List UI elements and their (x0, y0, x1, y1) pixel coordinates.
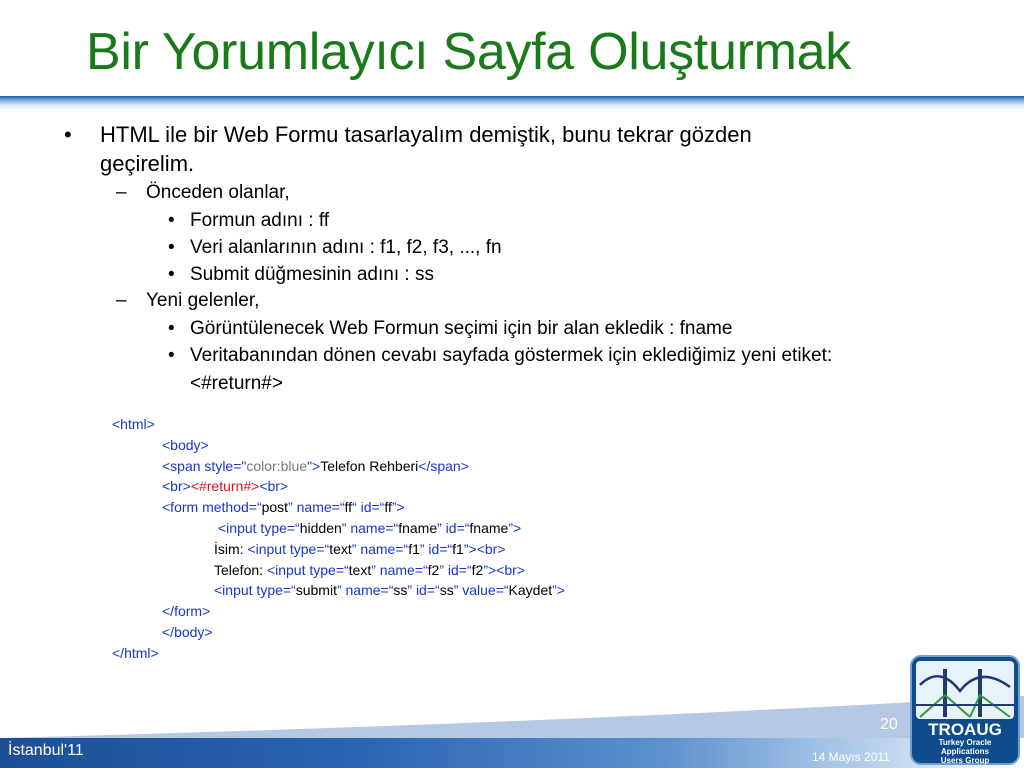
sub-sub-bullet-text: Veri alanlarının adını : f1, f2, f3, ..., fn (190, 237, 502, 258)
code-tag: ” id=“ (419, 540, 453, 557)
logo-text: TROAUG (928, 720, 1002, 739)
code-tag: <html> (112, 416, 155, 432)
sub-sub-bullet (168, 261, 434, 289)
code-value: ff (344, 499, 353, 516)
code-value: f2 (471, 561, 484, 578)
code-value: color:blue (246, 457, 308, 474)
code-line (112, 518, 565, 539)
code-tag: ” id=“ (407, 582, 440, 599)
code-tag: <br> (162, 478, 191, 495)
sub-bullet-text: Önceden olanlar, (146, 182, 290, 203)
sub-bullet-1 (116, 182, 290, 204)
code-value: f2 (427, 561, 440, 578)
code-tag: ”><br> (463, 540, 506, 557)
code-tag: </span> (418, 457, 469, 474)
code-tag: <input type=“ (266, 561, 349, 578)
bullet-text-line2: geçirelim. (100, 151, 195, 176)
code-tag: ” name=“ (351, 540, 409, 557)
logo-subtext: Users Group (940, 756, 990, 765)
bullet-dot-icon: • (168, 264, 175, 285)
code-value: ff (384, 499, 392, 516)
code-line (112, 580, 565, 601)
code-tag: </body> (162, 623, 213, 640)
code-tag: <br> (259, 478, 289, 495)
code-tag: <span style=" (162, 457, 247, 474)
code-tag: ” name=“ (288, 499, 345, 516)
code-value: text (348, 561, 372, 578)
title-underline (0, 96, 1024, 110)
code-tag: <input type=“ (214, 582, 296, 599)
code-line (112, 435, 565, 456)
bullet-dot-icon: • (168, 210, 175, 231)
code-text: Telefon: (214, 561, 267, 578)
code-value: submit (295, 582, 337, 599)
code-line (112, 601, 565, 622)
code-tag: ” name=“ (341, 519, 399, 536)
footer-date: 14 Mayıs 2011 (812, 750, 890, 764)
code-value: fname (469, 519, 509, 536)
code-tag: ”> (552, 582, 565, 599)
code-value: ss (439, 582, 454, 599)
code-tag: ” name=“ (371, 561, 428, 578)
sub-sub-bullet (168, 234, 502, 262)
code-tag: </html> (112, 644, 159, 661)
code-line (112, 560, 565, 581)
footer-location: İstanbul'11 (8, 742, 84, 759)
code-text: Telefon Rehberi (320, 457, 419, 474)
sub-sub-bullet-text: Veritabanından dönen cevabı sayfada göstermek için eklediğimiz yeni etiket: (190, 345, 833, 366)
code-value: fname (398, 519, 438, 536)
sub-sub-bullet-text: Görüntülenecek Web Formun seçimi için bir alan ekledik : fname (190, 318, 733, 339)
code-value: text (329, 540, 352, 557)
bullet-text-line1: HTML ile bir Web Formu tasarlayalım demiştik, bunu tekrar gözden (100, 122, 752, 147)
code-line (112, 476, 565, 497)
sub-sub-bullet (168, 315, 733, 343)
code-value: post (261, 499, 289, 516)
slide-title: Bir Yorumlayıcı Sayfa Oluşturmak (86, 23, 851, 81)
code-line (112, 497, 565, 518)
sub-bullet-2 (116, 290, 260, 312)
code-line (112, 414, 565, 435)
sub-sub-bullet-text: Formun adını : ff (190, 210, 330, 231)
bullet-dot-icon: • (168, 318, 175, 339)
code-tag: <input type=“ (218, 519, 300, 536)
sub-sub-bullet (168, 207, 330, 235)
sub-bullet-text: Yeni gelenler, (146, 290, 260, 311)
code-value: Kaydet (508, 582, 553, 599)
code-line (112, 643, 565, 664)
bullet-dot-icon: • (168, 345, 175, 366)
code-tag: ” value=“ (453, 582, 509, 599)
sub-sub-bullet-text: Submit düğmesinin adını : ss (190, 264, 434, 285)
code-block (112, 414, 565, 664)
code-value: hidden (299, 519, 342, 536)
dash-icon: – (116, 182, 127, 203)
sub-sub-bullet-text-cont: <#return#> (190, 373, 283, 394)
code-tag: ”> (508, 519, 522, 536)
code-value: f1 (452, 540, 464, 557)
dash-icon: – (116, 290, 127, 311)
bullet-level1 (64, 120, 900, 178)
code-tag: <input type=“ (247, 540, 330, 557)
code-tag: "> (307, 457, 321, 474)
code-value: ss (393, 582, 408, 599)
code-line (112, 456, 565, 477)
code-value: f1 (408, 540, 420, 557)
sub-sub-bullet (168, 342, 990, 398)
code-tag: ” name=“ (336, 582, 394, 599)
code-tag: <form method=“ (162, 499, 262, 516)
code-tag: ” id=“ (437, 519, 470, 536)
page-number: 20 (880, 716, 898, 733)
bullet-dot-icon: • (168, 237, 175, 258)
code-text: İsim: (214, 540, 248, 557)
code-line (112, 622, 565, 643)
logo-subtext: Turkey Oracle (938, 738, 992, 747)
code-tag: “ id=“ (352, 499, 385, 516)
code-tag: ”><br> (483, 561, 525, 578)
troaug-logo (910, 655, 1020, 765)
logo-subtext: Applications (940, 747, 990, 756)
code-tag: <body> (162, 436, 209, 453)
code-line (112, 539, 565, 560)
bullet-dot-icon: • (64, 122, 72, 147)
code-tag: ”> (391, 499, 405, 516)
code-return-tag: <#return#> (190, 478, 260, 495)
code-tag: </form> (162, 603, 211, 620)
code-tag: ” id=“ (439, 561, 472, 578)
